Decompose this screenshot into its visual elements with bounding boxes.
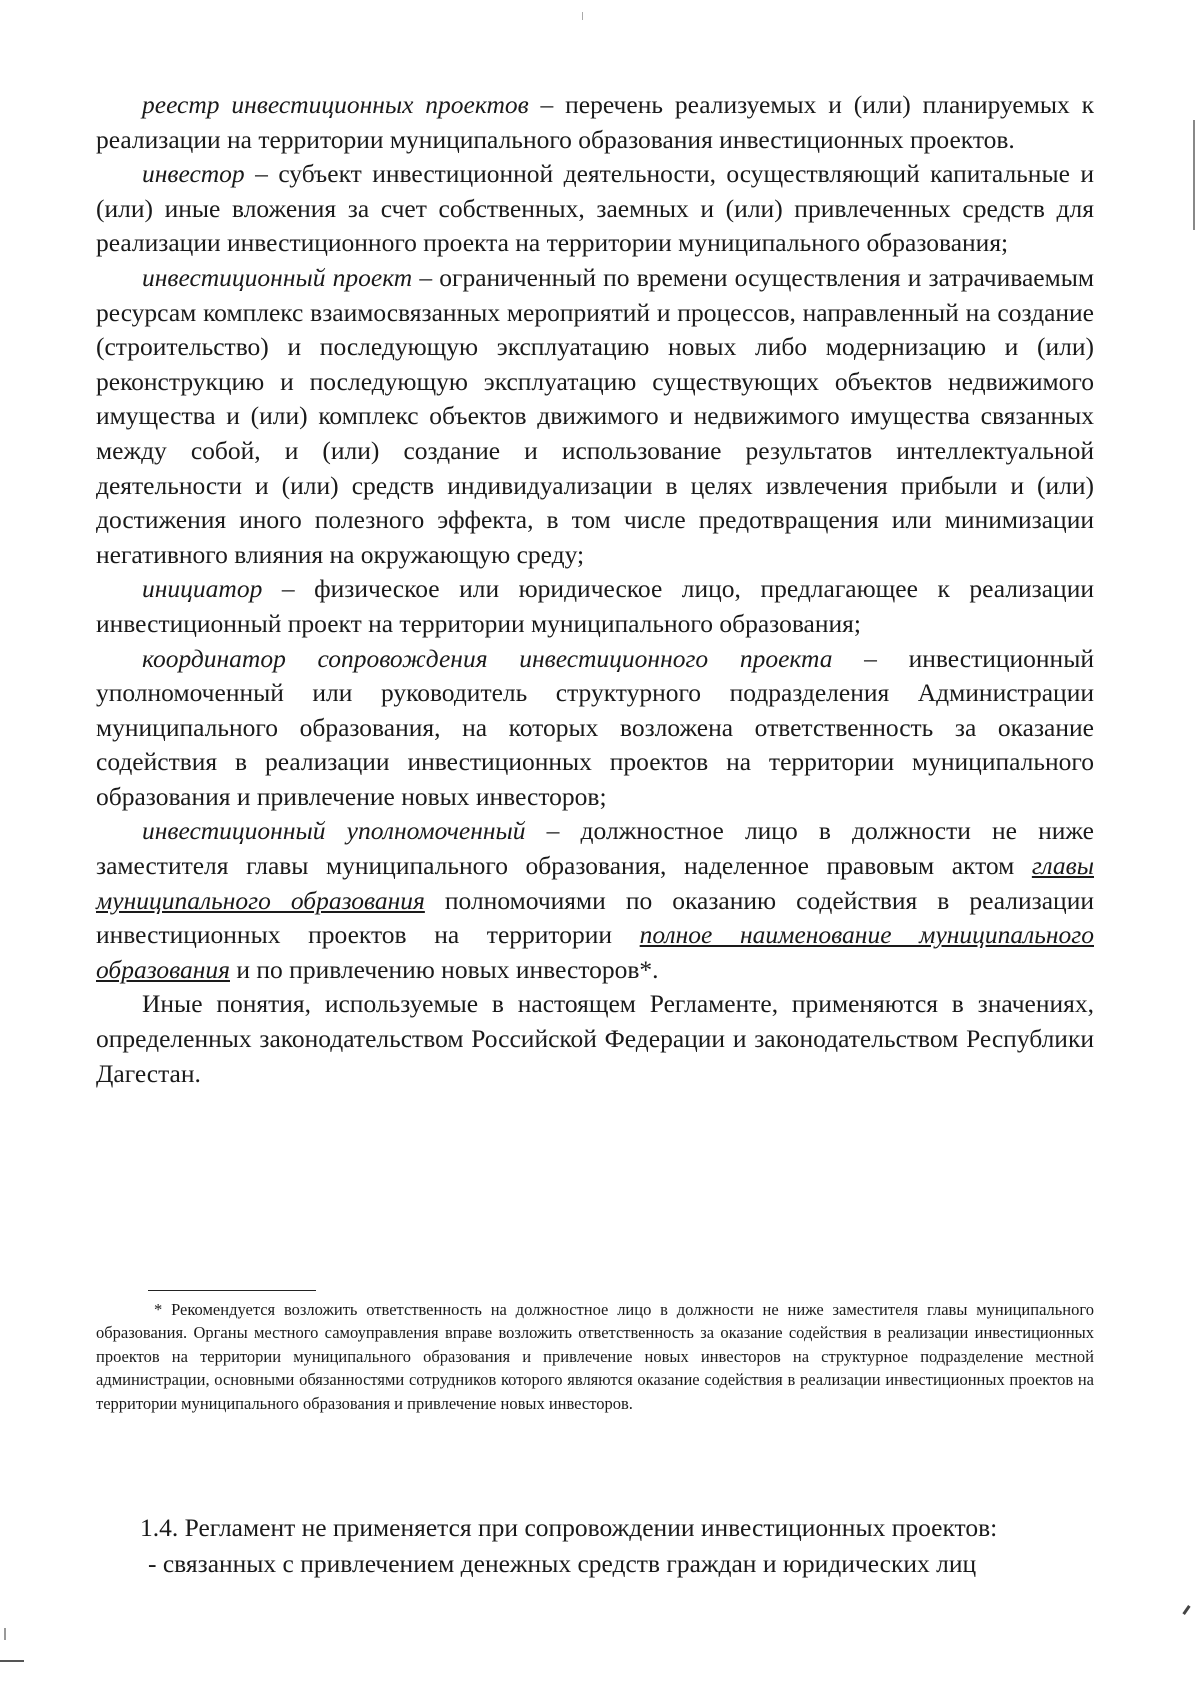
defined-term: инвестиционный уполномоченный (142, 816, 526, 846)
placeholder-head-title: главы муниципального образования (96, 851, 1094, 915)
definition-paragraph (96, 642, 1094, 815)
scan-mark (1182, 1605, 1190, 1615)
definition-text: – физическое или юридическое лицо, предлагающее к реализации инвестиционный проект на территории муниципального образования; (96, 574, 1094, 638)
definition-text: – перечень реализуемых и (или) планируемых к реализации на территории муниципального образования инвестиционных проектов. (96, 90, 1094, 154)
definition-text: – инвестиционный уполномоченный или руководитель структурного подразделения Администрации муниципального образования, на которых возложена ответственность за оказание содействия в реализации инвестиционных проектов на территории муниципального образования и привлечение новых инвесторов; (96, 643, 1094, 811)
footnote-text: * Рекомендуется возложить ответственность на должностное лицо в должности не ниже заместителя главы муниципального образования. Органы местного самоуправления вправе возложить ответственность за оказание содействия в реализации инвестиционных проектов на территории муниципального образования и привлечение новых инвесторов на структурное подразделение местной администрации, основными обязанностями сотрудников которого являются оказание содействия в реализации инвестиционных проектов на территории муниципального образования и привлечение новых инвесторов. (96, 1300, 1094, 1413)
list-item: - связанных с привлечением денежных средств граждан и юридических лиц (148, 1549, 977, 1578)
defined-term: координатор сопровождения инвестиционного проекта (142, 643, 833, 673)
defined-term: инвестиционный проект (142, 262, 413, 292)
definition-paragraph (96, 572, 1094, 641)
section-heading: 1.4. Регламент не применяется при сопровождении инвестиционных проектов: (140, 1513, 998, 1542)
definitions-block (96, 88, 1094, 1091)
defined-term: инициатор (142, 574, 263, 604)
footnote-separator (148, 1290, 316, 1291)
defined-term: реестр инвестиционных проектов (142, 90, 529, 119)
definition-paragraph (96, 157, 1094, 261)
definition-paragraph (96, 261, 1094, 572)
scan-mark (0, 1660, 24, 1662)
definition-paragraph (96, 88, 1094, 157)
definition-text: – должностное лицо в должности не ниже заместителя главы муниципального образования, наделенное правовым актом (96, 816, 1095, 881)
footnote (96, 1298, 1094, 1415)
section-1-4 (140, 1510, 1095, 1582)
definition-text: – субъект инвестиционной деятельности, осуществляющий капитальные и (или) иные вложения за счет собственных, заемных и (или) привлеченных средств для реализации инвестиционного проекта на территории муниципального образования; (96, 159, 1094, 258)
placeholder-municipality-name: полное наименование муниципального образования (96, 920, 1094, 984)
closing-paragraph: Иные понятия, используемые в настоящем Регламенте, применяются в значениях, определенных законодательством Российской Федерации и законодательством Республики Дагестан. (96, 989, 1094, 1088)
scan-mark (4, 1628, 6, 1640)
scan-mark (1193, 120, 1195, 230)
definition-text: и по привлечению новых инвесторов*. (230, 954, 659, 984)
definition-text: – ограниченный по времени осуществления и затрачиваемым ресурсам комплекс взаимосвязанных мероприятий и процессов, направленный на создание (строительство) и последующую эксплуатацию новых либо модернизацию и (или) реконструкцию и последующую эксплуатацию существующих объектов недвижимого имущества и (или) комплекс объектов движимого и недвижимого имущества связанных между собой, и (или) создание и использование результатов интеллектуальной деятельности и (или) средств индивидуализации в целях извлечения прибыли и (или) достижения иного полезного эффекта, в том числе предотвращения или минимизации негативного влияния на окружающую среду; (96, 262, 1094, 569)
definition-text: полномочиями по оказанию содействия в реализации инвестиционных проектов на территории (96, 885, 1094, 950)
defined-term: инвестор (142, 159, 245, 189)
definition-paragraph (96, 814, 1094, 987)
scan-mark (582, 12, 583, 20)
